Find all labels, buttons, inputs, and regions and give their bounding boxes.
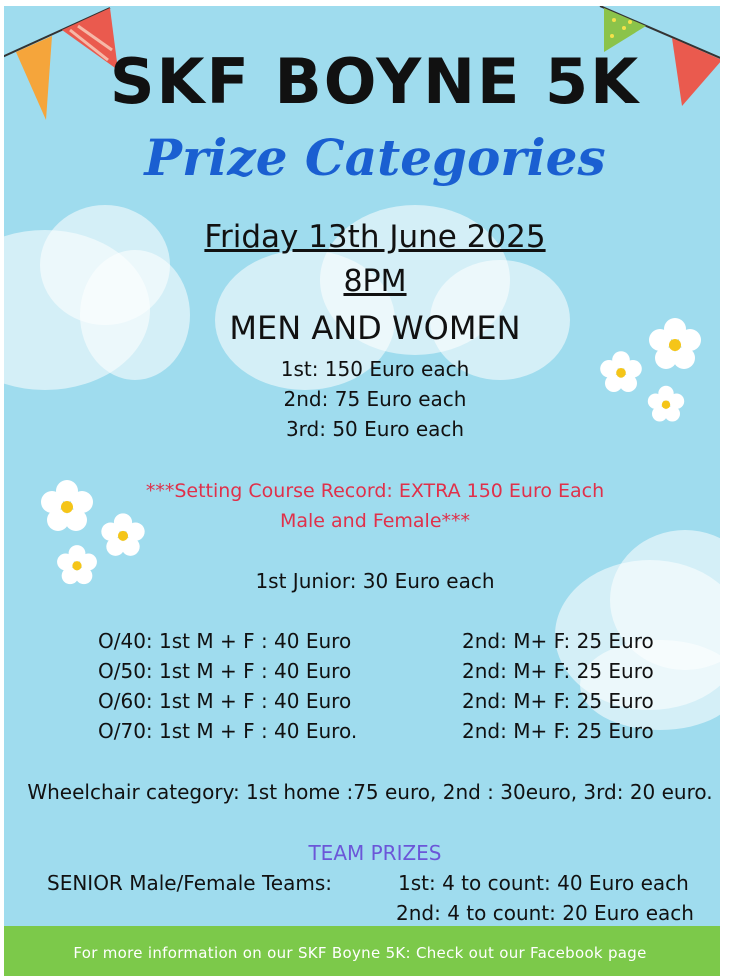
team-second-prize: 2nd: 4 to count: 20 Euro each: [396, 901, 694, 925]
team-prizes-heading: TEAM PRIZES: [308, 841, 442, 865]
right-border: [720, 0, 750, 976]
junior-prize: 1st Junior: 30 Euro each: [255, 569, 495, 593]
course-record-line: Male and Female***: [279, 510, 471, 532]
event-time: 8PM: [343, 264, 407, 299]
footer-text: For more information on our SKF Boyne 5K: Check out our Facebook page: [73, 944, 647, 962]
team-senior-label: SENIOR Male/Female Teams:: [47, 871, 332, 895]
prize-line: 1st: 150 Euro each: [280, 357, 470, 381]
left-border: [0, 0, 4, 976]
course-record-line: ***Setting Course Record: EXTRA 150 Euro Each: [145, 480, 605, 502]
age-category-second: 2nd: M+ F: 25 Euro: [462, 689, 654, 713]
age-category-first: O/50: 1st M + F : 40 Euro: [98, 659, 352, 683]
poster-subtitle: Prize Categories: [144, 128, 606, 187]
age-category-first: O/70: 1st M + F : 40 Euro.: [98, 719, 358, 743]
event-date: Friday 13th June 2025: [204, 219, 546, 255]
team-first-prize: 1st: 4 to count: 40 Euro each: [398, 871, 689, 895]
age-category-second: 2nd: M+ F: 25 Euro: [462, 629, 654, 653]
prize-line: 2nd: 75 Euro each: [283, 387, 467, 411]
footer-bar: [0, 926, 720, 976]
poster-title: SKF BOYNE 5K: [109, 45, 641, 118]
age-category-first: O/60: 1st M + F : 40 Euro: [98, 689, 352, 713]
wheelchair-category: Wheelchair category: 1st home :75 euro, 2nd : 30euro, 3rd: 20 euro.: [27, 780, 713, 804]
age-category-second: 2nd: M+ F: 25 Euro: [462, 659, 654, 683]
age-category-second: 2nd: M+ F: 25 Euro: [462, 719, 654, 743]
top-border: [0, 0, 750, 6]
age-category-first: O/40: 1st M + F : 40 Euro: [98, 629, 352, 653]
category-heading: MEN AND WOMEN: [229, 309, 521, 347]
prize-line: 3rd: 50 Euro each: [285, 417, 465, 441]
